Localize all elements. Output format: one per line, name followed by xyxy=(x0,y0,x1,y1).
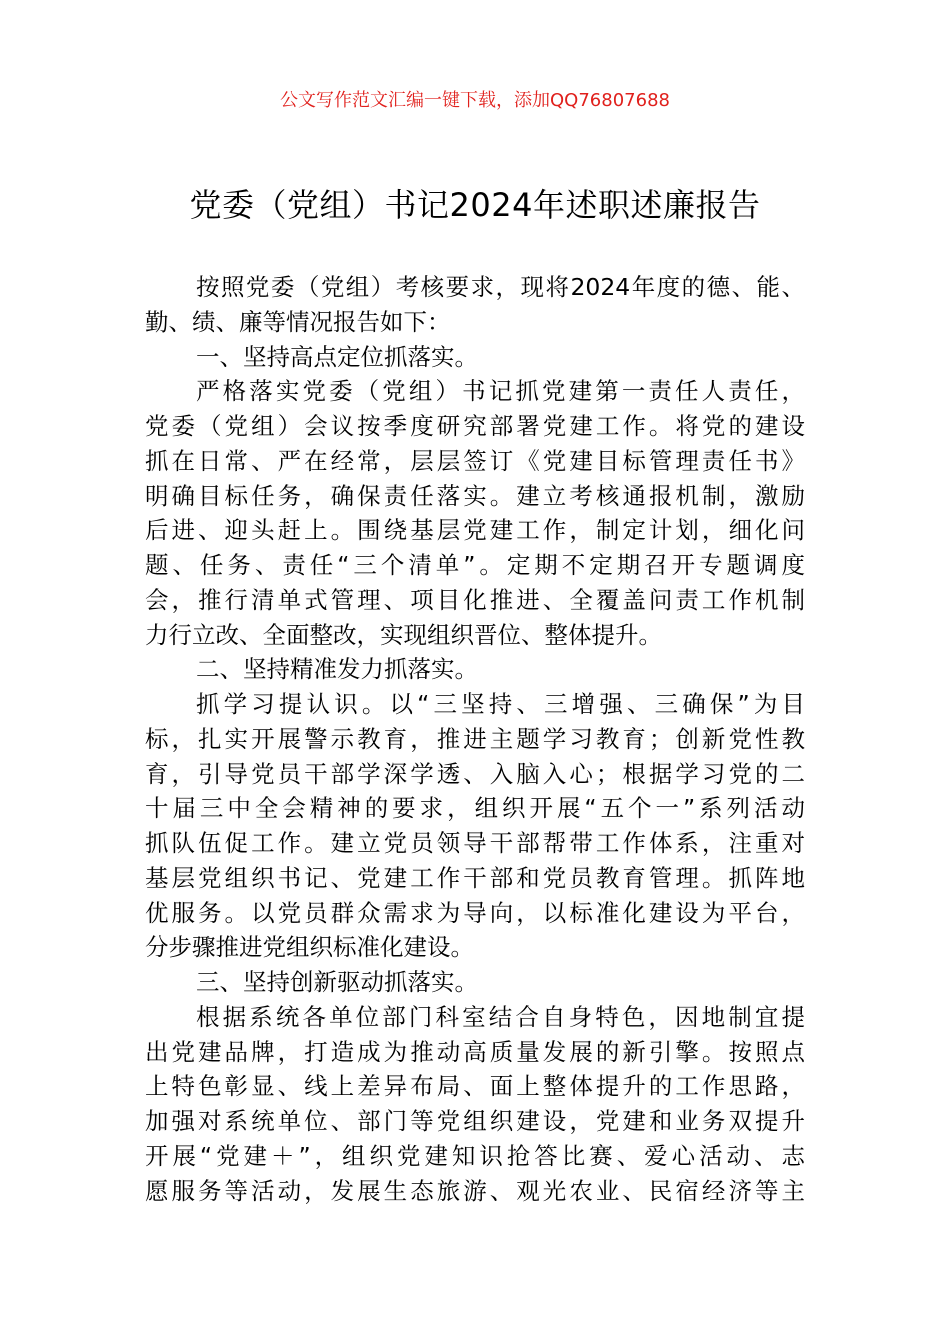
text-line: 党委（党组）会议按季度研究部署党建工作。将党的建设 xyxy=(145,412,805,440)
text-line: 一、坚持高点定位抓落实。 xyxy=(196,342,478,371)
section-heading xyxy=(145,965,805,1000)
text-line: 三、坚持创新驱动抓落实。 xyxy=(196,968,478,996)
text-line: 勤、绩、廉等情况报告如下： xyxy=(145,307,451,336)
text-line: 上特色彰显、线上差异布局、面上整体提升的工作思路， xyxy=(145,1072,805,1101)
text-line: 开展“党建＋”，组织党建知识抢答比赛、爱心活动、志 xyxy=(145,1141,805,1170)
text-line: 分步骤推进党组织标准化建设。 xyxy=(145,933,474,962)
text-line: 标，扎实开展警示教育，推进主题学习教育；创新党性教 xyxy=(145,724,805,753)
document-title: 党委（党组）书记2024年述职述廉报告 xyxy=(189,186,761,224)
section-heading xyxy=(145,340,805,375)
text-line: 抓在日常、严在经常，层层签订《党建目标管理责任书》 xyxy=(145,446,805,475)
text-line: 优服务。以党员群众需求为导向，以标准化建设为平台， xyxy=(145,898,805,927)
text-line: 严格落实党委（党组）书记抓党建第一责任人责任， xyxy=(196,377,805,406)
section-heading xyxy=(145,652,805,687)
paragraph xyxy=(145,1000,805,1209)
text-line: 根据系统各单位部门科室结合自身特色，因地制宜提 xyxy=(196,1002,805,1031)
text-line: 抓队伍促工作。建立党员领导干部帮带工作体系，注重对 xyxy=(145,829,805,857)
text-line: 加强对系统单位、部门等党组织建设，党建和业务双提升 xyxy=(145,1107,805,1135)
text-line: 会，推行清单式管理、项目化推进、全覆盖问责工作机制 xyxy=(145,585,805,614)
paragraph xyxy=(145,374,805,652)
text-line: 二、坚持精准发力抓落实。 xyxy=(196,655,478,684)
text-line: 基层党组织书记、党建工作干部和党员教育管理。抓阵地 xyxy=(145,863,805,892)
text-line: 按照党委（党组）考核要求，现将2024年度的德、能、 xyxy=(196,273,805,301)
document-body xyxy=(145,270,805,1208)
text-line: 题、任务、责任“三个清单”。定期不定期召开专题调度 xyxy=(145,551,805,579)
text-line: 后进、迎头赶上。围绕基层党建工作，制定计划，细化问 xyxy=(145,516,805,545)
paragraph xyxy=(145,270,805,340)
download-banner: 公文写作范文汇编一键下载，添加QQ76807688 xyxy=(280,90,670,111)
text-line: 出党建品牌，打造成为推动高质量发展的新引擎。按照点 xyxy=(145,1037,805,1066)
text-line: 十届三中全会精神的要求，组织开展“五个一”系列活动 xyxy=(145,794,805,823)
text-line: 育，引导党员干部学深学透、入脑入心；根据学习党的二 xyxy=(145,759,805,788)
text-line: 力行立改、全面整改，实现组织晋位、整体提升。 xyxy=(145,620,662,649)
paragraph xyxy=(145,687,805,965)
text-line: 抓学习提认识。以“三坚持、三增强、三确保”为目 xyxy=(196,690,805,718)
text-line: 愿服务等活动，发展生态旅游、观光农业、民宿经济等主 xyxy=(145,1176,805,1205)
text-line: 明确目标任务，确保责任落实。建立考核通报机制，激励 xyxy=(145,481,805,510)
